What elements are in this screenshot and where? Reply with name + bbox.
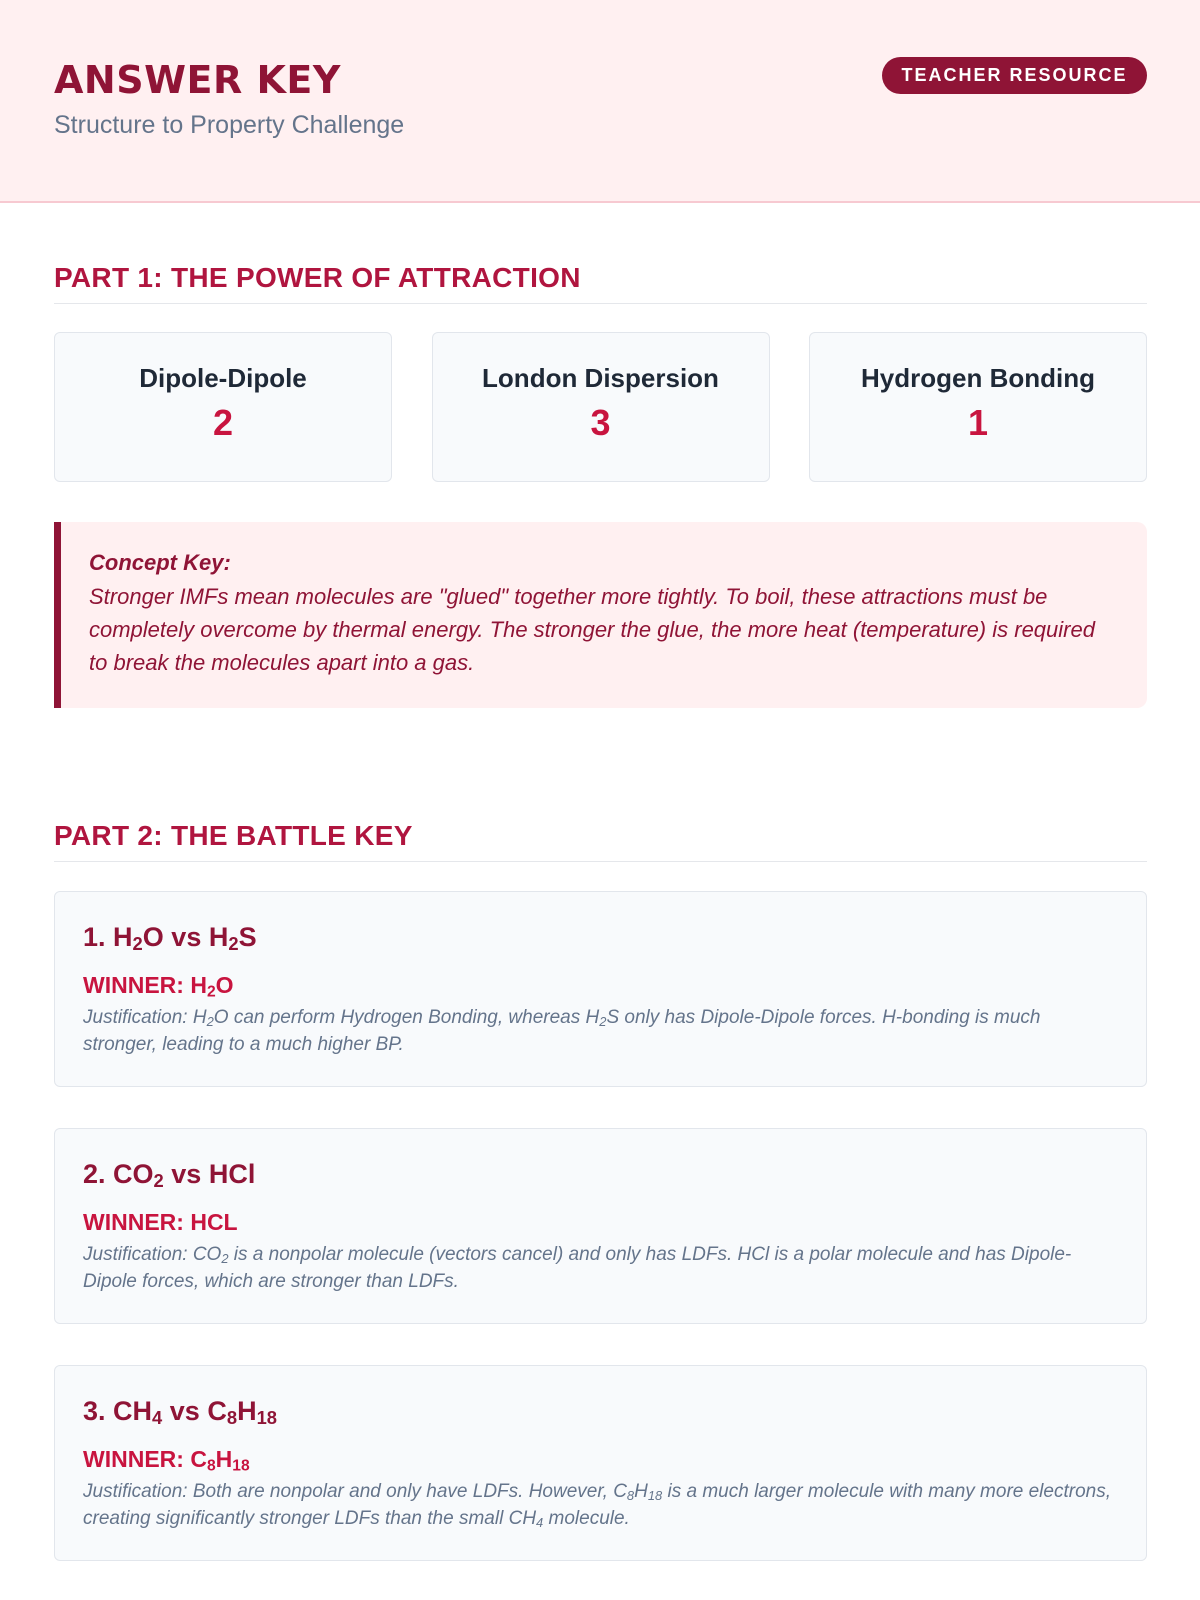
winner-label: WINNER: bbox=[83, 1446, 184, 1472]
imf-card-label: Dipole-Dipole bbox=[139, 363, 307, 393]
page-title: ANSWER KEY bbox=[54, 58, 341, 102]
winner-compound: $C_8H_{18}$ bbox=[190, 1446, 250, 1475]
battle-title bbox=[83, 922, 1118, 953]
winner-line bbox=[83, 1209, 1118, 1236]
battle-title bbox=[83, 1159, 1118, 1190]
battle-card-1 bbox=[54, 891, 1147, 1087]
battle-title bbox=[83, 1396, 1118, 1427]
winner-compound: HCL bbox=[190, 1209, 238, 1235]
winner-label: WINNER: bbox=[83, 1209, 184, 1235]
concept-key-title: Concept Key: bbox=[89, 550, 231, 575]
compound-b: HCl bbox=[208, 1159, 256, 1189]
part2-heading: PART 2: THE BATTLE KEY bbox=[54, 820, 1147, 862]
winner-line bbox=[83, 972, 1118, 999]
imf-card-label: Hydrogen Bonding bbox=[861, 363, 1095, 393]
battle-card-2 bbox=[54, 1128, 1147, 1324]
winner-line bbox=[83, 1446, 1118, 1473]
justification-text: Justification: $H_2O$ can perform Hydrogen Bonding, whereas $H_2S$ only has Dipole-Dipole forces. H-bonding is much stronger, leading to a much higher BP. bbox=[83, 1007, 1041, 1055]
imf-card-rank: 3 bbox=[590, 402, 611, 443]
compound-b: $H_2S$ bbox=[208, 922, 257, 955]
part1-heading: PART 1: THE POWER OF ATTRACTION bbox=[54, 262, 1147, 304]
imf-card-dipole-dipole bbox=[54, 332, 392, 482]
compound-b: $C_8H_{18}$ bbox=[207, 1396, 277, 1429]
vs-label: vs bbox=[169, 1396, 200, 1426]
justification-text: Justification: Both are nonpolar and only have LDFs. However, $C_8H_{18}$ is a much larger molecule with many more electrons, creating significantly stronger LDFs than the small $CH_4$ molecule. bbox=[83, 1481, 1111, 1530]
imf-card-hydrogen-bonding bbox=[809, 332, 1147, 482]
compound-a: $CH_4$ bbox=[113, 1396, 163, 1429]
page-subtitle: Structure to Property Challenge bbox=[54, 111, 405, 139]
imf-card-label: London Dispersion bbox=[482, 363, 719, 393]
vs-label: vs bbox=[171, 1159, 202, 1189]
teacher-resource-badge: TEACHER RESOURCE bbox=[882, 57, 1147, 94]
compound-a: $H_2O$ bbox=[113, 922, 164, 955]
concept-key-text: Stronger IMFs mean molecules are "glued" together more tightly. To boil, these attractions must be completely overcome by thermal energy. The stronger the glue, the more heat (temperature) is required to break the molecules apart into a gas. bbox=[89, 583, 1095, 675]
vs-label: vs bbox=[171, 922, 202, 952]
battle-number: 1. bbox=[83, 922, 106, 952]
imf-card-rank: 1 bbox=[967, 402, 989, 443]
imf-card-london-dispersion bbox=[432, 332, 770, 482]
page-header bbox=[0, 0, 1200, 203]
winner-compound: $H_2O$ bbox=[190, 972, 234, 1001]
imf-ranking-cards bbox=[54, 332, 1147, 482]
compound-a: $CO_2$ bbox=[113, 1159, 164, 1192]
battle-card-3 bbox=[54, 1365, 1147, 1561]
concept-key-callout bbox=[54, 522, 1147, 708]
imf-card-rank: 2 bbox=[212, 402, 234, 443]
battle-number: 2. bbox=[83, 1159, 106, 1189]
winner-label: WINNER: bbox=[83, 972, 184, 998]
justification-text: Justification: $CO_2$ is a nonpolar molecule (vectors cancel) and only has LDFs. HCl is a polar molecule and has Dipole-Dipole forces, which are stronger than LDFs. bbox=[83, 1244, 1072, 1292]
battle-number: 3. bbox=[83, 1396, 106, 1426]
